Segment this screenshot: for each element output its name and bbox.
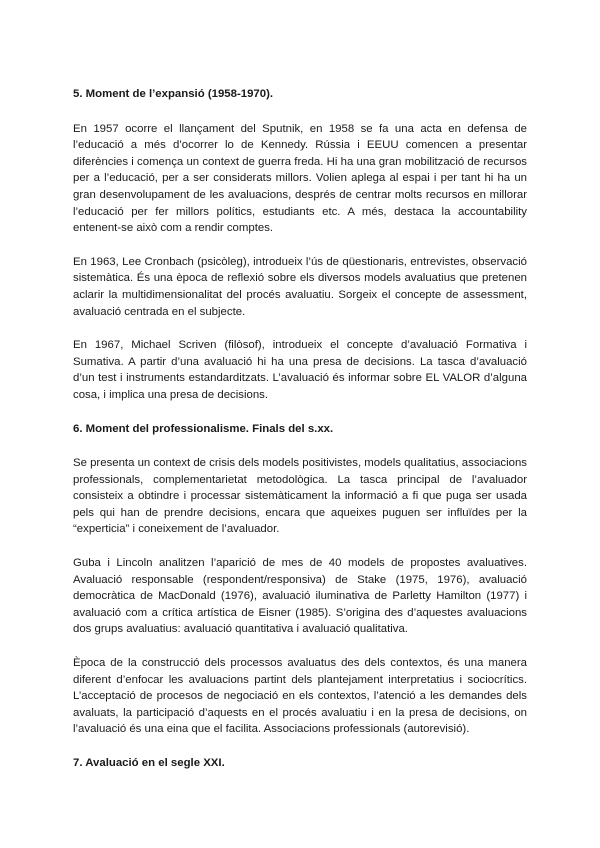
section-6-paragraph-2: Guba i Lincoln analitzen l’aparició de mes de 40 models de propostes avaluatives. Avaluació responsable (respondent/responsiva) de Stake (1975, 1976), avaluació democràtica de MacDonald (1976), avaluació iluminativa de Parletty Hamilton (1977) i avaluació com a crítica artística de Eisner (1985). S’origina des d’aquestes avaluacions dos grups avaluatius: avaluació quantitativa i avaluació qualitativa.	[73, 557, 527, 636]
document-page	[73, 86, 527, 772]
section-6-heading: 6. Moment del professionalisme. Finals del s.xx.	[73, 422, 334, 435]
section-6-paragraph-3: Època de la construcció dels processos avaluatus des dels contextos, és una manera diferent d’enfocar les avaluacions partint dels plantejament interpretatius i sociocrítics. L’acceptació de procesos de negociació en els contextos, l’atenció a les demandes dels avaluats, la participació d’aquests en el procés avaluatiu i en la presa de decisions, on l’avaluació és una eina que el facilita. Associacions professionals (autorevisió).	[73, 657, 527, 736]
section-5-heading: 5. Moment de l’expansió (1958-1970).	[73, 88, 274, 100]
section-5-paragraph-3: En 1967, Michael Scriven (filòsof), introdueix el concepte d’avaluació Formativa i Sumativa. A partir d’una avaluació hi ha una presa de decisions. La tasca d’avaluació d’un test i instruments estandarditzats. L’avaluació és informar sobre EL VALOR d’alguna cosa, i implica una presa de decisions.	[73, 339, 527, 401]
section-7-heading: 7. Avaluació en el segle XXI.	[73, 757, 225, 769]
section-6-paragraph-1: Se presenta un context de crisis dels models positivistes, models qualitatius, associacions professionals, complementarietat metodològica. La tasca principal de l’avaluador consisteix a obtindre i processar sistemàticament la informació a fi que puga ser usada pels qui han de prendre decisions, encara que aqueixes puguen ser influïdes per la “experticia” i coneixement de l’avaluador.	[73, 457, 527, 536]
section-5-paragraph-1: En 1957 ocorre el llançament del Sputnik, en 1958 se fa una acta en defensa de l’educació a més d’ocorrer lo de Kennedy. Rússia i EEUU comencen a presentar diferències i comença un context de guerra freda. Hi ha una gran mobilització de recursos per a l’educació, per a ser considerats millors. Volien aplega al espai i per tant hi ha un gran desenvolupament de les avaluacions, després de centrar molts recursos en millorar l’educació per fer millors polítics, estudiants etc. A més, destaca la accountability entenent-se això com a rendir comptes.	[73, 122, 527, 235]
section-5-paragraph-2: En 1963, Lee Cronbach (psicòleg), introdueix l’ús de qüestionaris, entrevistes, observació sistemàtica. És una època de reflexió sobre els diversos models avaluatius que pretenen aclarir la multidimensionalitat del procés avaluatiu. Sorgeix el concepte de assessment, avaluació centrada en el subjecte.	[73, 255, 527, 318]
